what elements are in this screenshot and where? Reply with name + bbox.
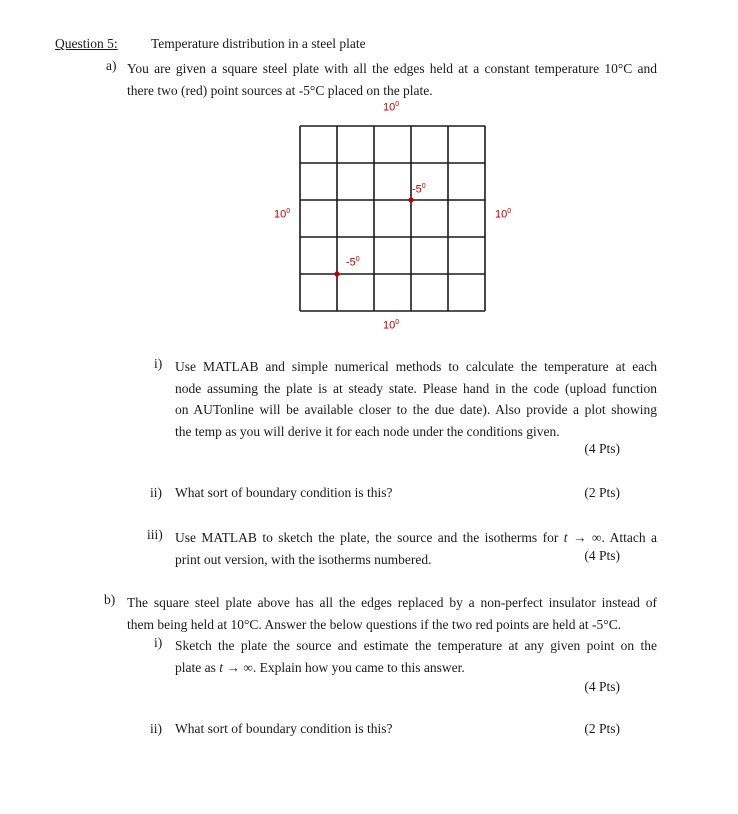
point-source-2 — [334, 271, 339, 276]
item-b-i-line-1: Sketch the plate the source and estimate the temperature at any given point on the — [175, 638, 657, 653]
right-edge-temp: $10^0$ — [495, 208, 512, 221]
part-a-marker: a) — [106, 58, 117, 73]
item-b-ii-points: (2 Pts) — [584, 721, 620, 736]
source-2-label: $-5^0$ — [346, 256, 360, 269]
part-a-text — [127, 58, 657, 101]
part-b-marker: b) — [104, 592, 116, 607]
item-b-i-text — [175, 635, 657, 678]
point-source-1 — [408, 197, 413, 202]
source-1-label: $-5^0$ — [412, 183, 426, 196]
question-title: Temperature distribution in a steel plate — [151, 36, 366, 51]
item-b-ii-text: What sort of boundary condition is this? — [175, 721, 393, 736]
top-edge-temp: $10^0$ — [383, 101, 400, 114]
item-a-i-marker: i) — [154, 356, 163, 371]
item-a-i-points: (4 Pts) — [584, 441, 620, 456]
part-a-line-1: You are given a square steel plate with all the edges held at a constant temperature 10°C and — [127, 61, 657, 76]
item-b-i-points: (4 Pts) — [584, 679, 620, 694]
item-a-i-line-1: Use MATLAB and simple numerical methods to calculate the temperature at each — [175, 359, 657, 374]
bottom-edge-temp: $10^0$ — [383, 319, 400, 332]
item-b-ii-marker: ii) — [150, 721, 162, 736]
left-edge-temp: $10^0$ — [274, 208, 291, 221]
item-a-ii-text: What sort of boundary condition is this? — [175, 485, 393, 500]
item-a-ii-points: (2 Pts) — [584, 485, 620, 500]
part-b-text — [127, 592, 657, 635]
item-a-i-line-3: on AUTonline will be available closer to the due date). Also provide a plot showing — [175, 402, 657, 417]
part-b-line-2: them being held at 10°C. Answer the below questions if the two red points are held at -5°C. — [127, 616, 622, 632]
item-a-i-line-2: node assuming the plate is at steady state. Please hand in the code (upload function — [175, 380, 657, 396]
item-a-i-line-4: the temp as you will derive it for each node under the conditions given. — [175, 423, 560, 439]
item-b-i-line-2: plate as t → ∞. Explain how you came to this answer. — [175, 659, 465, 675]
item-b-i-marker: i) — [154, 635, 163, 650]
item-a-iii-marker: iii) — [147, 527, 163, 542]
item-a-iii-line-1: Use MATLAB to sketch the plate, the source and the isotherms for t → ∞. Attach a — [175, 530, 658, 545]
part-b-line-1: The square steel plate above has all the edges replaced by a non-perfect insulator instead of — [127, 595, 657, 610]
plate-grid-diagram — [290, 118, 490, 318]
question-number: Question 5: — [55, 36, 118, 51]
item-a-ii-marker: ii) — [150, 485, 162, 500]
part-a-line-2: there two (red) point sources at -5°C placed on the plate. — [127, 82, 433, 98]
item-a-iii-line-2: print out version, with the isotherms numbered. — [175, 551, 432, 567]
item-a-i-text — [175, 356, 657, 442]
item-a-iii-points: (4 Pts) — [584, 548, 620, 563]
